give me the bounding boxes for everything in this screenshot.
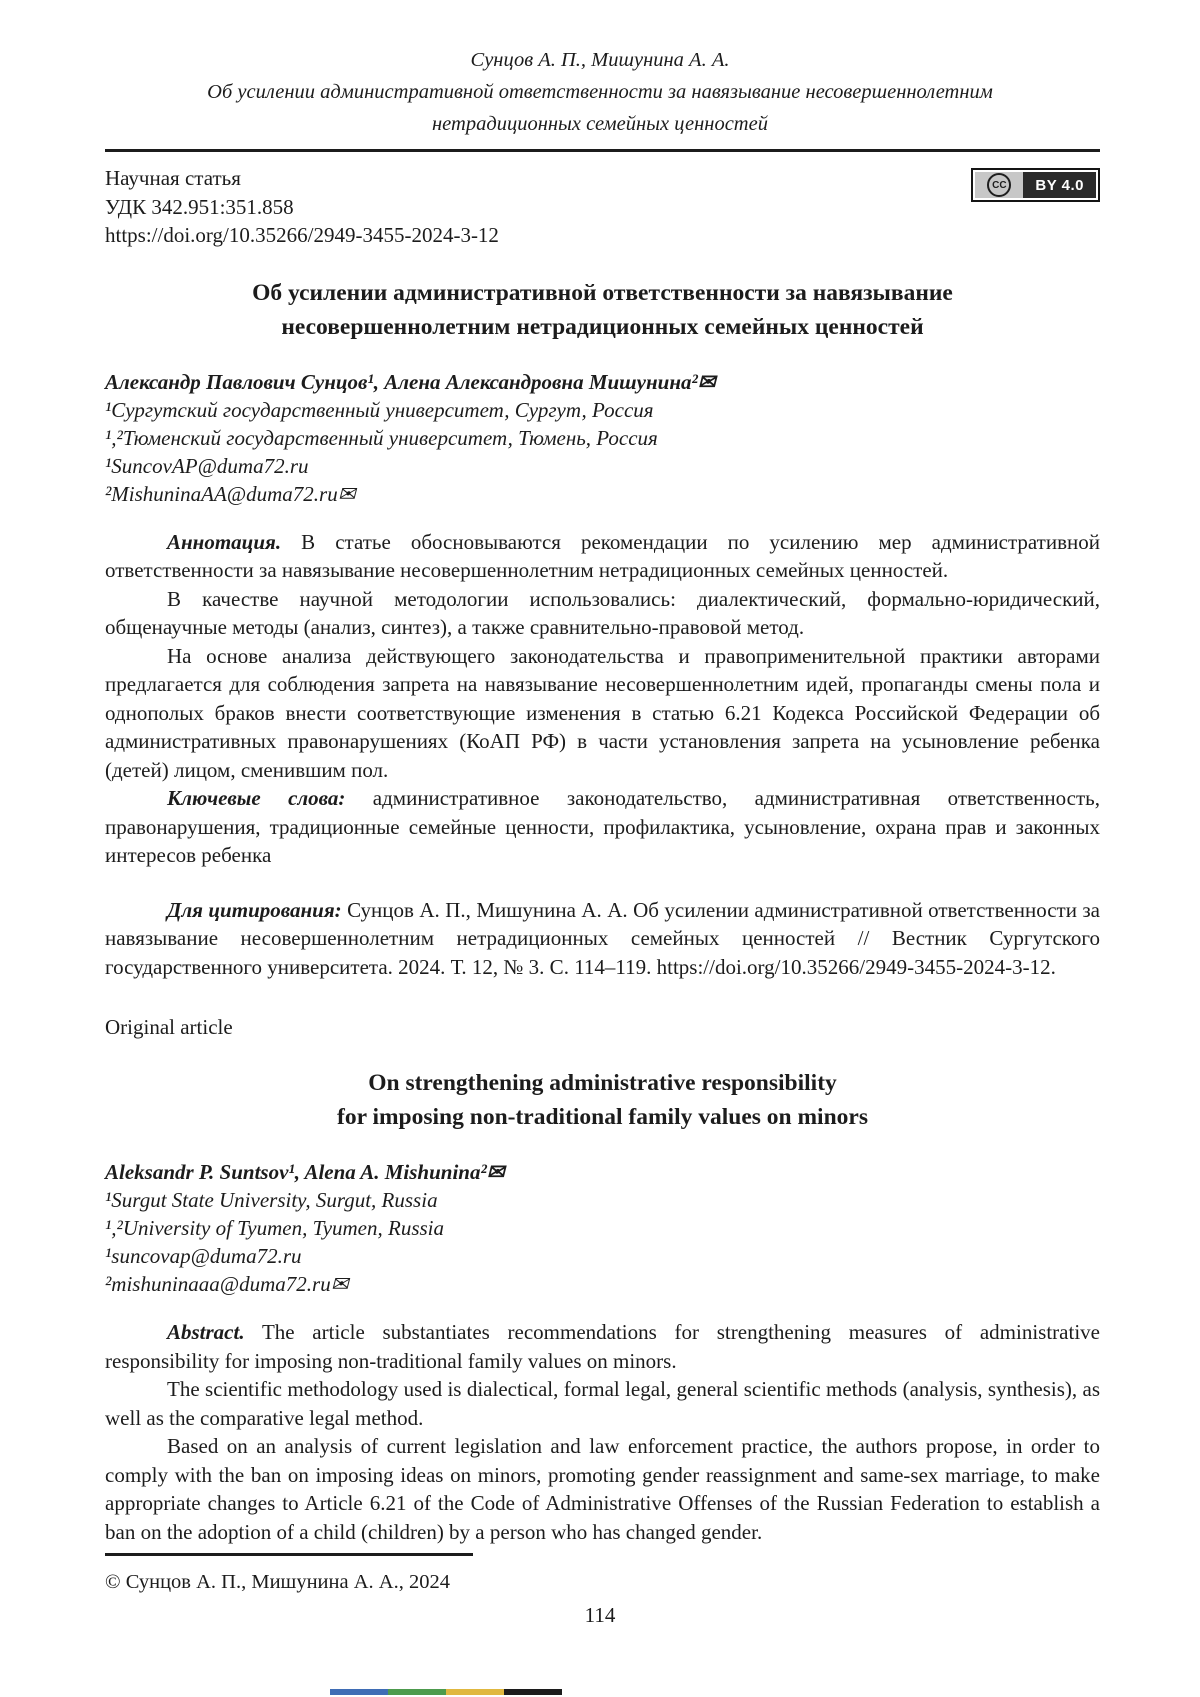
running-header-title-line-1: Об усилении административной ответственности за навязывание несовершеннолетним: [207, 81, 993, 103]
abstract-en-text-1: The article substantiates recommendations for strengthening measures of administrative responsibility for imposing non-traditional family values on minors.: [105, 1320, 1100, 1373]
author-email-ru-1[interactable]: ¹SuncovAP@duma72.ru: [105, 453, 309, 478]
abstract-en-paragraph-1: [105, 1318, 1100, 1375]
abstract-ru-text-1: В статье обосновываются рекомендации по усилению мер административной ответственности за навязывание несовершеннолетним нетрадиционных семейных ценностей.: [105, 529, 1100, 582]
doi-link[interactable]: https://doi.org/10.35266/2949-3455-2024-3-12: [105, 223, 499, 247]
bottom-color-strip: [330, 1689, 562, 1695]
article-type-ru: Научная статья: [105, 166, 241, 190]
affiliation-en-1: ¹Surgut State University, Surgut, Russia: [105, 1188, 438, 1212]
article-title-ru-line-1: Об усилении административной ответственности за навязывание: [252, 279, 953, 306]
affiliation-ru-2: ¹,²Тюменский государственный университет, Тюмень, Россия: [105, 425, 658, 450]
keywords-ru-paragraph: [105, 784, 1100, 870]
abstract-en-paragraph-3: Based on an analysis of current legislation and law enforcement practice, the authors propose, in order to comply with the ban on imposing ideas on minors, promoting gender reassignment and same-sex marriage, to make appropriate changes to Article 6.21 of the Code of Administrative Offenses of the Russian Federation to establish a ban on the adoption of a child (children) by a person who has changed gender.: [105, 1434, 1100, 1544]
cc-logo-icon: CC: [987, 173, 1011, 197]
affiliation-ru-1: ¹Сургутский государственный университет, Сургут, Россия: [105, 397, 654, 422]
article-title-ru-line-2: несовершеннолетним нетрадиционных семейных ценностей: [281, 313, 924, 340]
cc-logo-section: [975, 172, 1023, 198]
abstract-ru-paragraph-2: В качестве научной методологии использовались: диалектический, формально-юридический, общенаучные методы (анализ, синтез), а также сравнительно-правовой метод.: [105, 586, 1100, 639]
article-title-en: [105, 1066, 1100, 1134]
abstract-en-label: Abstract.: [167, 1320, 245, 1344]
abstract-ru-paragraph-1: [105, 528, 1100, 585]
udc-code: УДК 342.951:351.858: [105, 194, 294, 219]
authors-block-ru: [105, 368, 1100, 508]
citation-block: [105, 896, 1100, 982]
article-title-en-line-2: for imposing non-traditional family values on minors: [337, 1104, 868, 1130]
running-header-authors: Сунцов А. П., Мишунина А. А.: [470, 49, 730, 71]
abstract-en: [105, 1318, 1100, 1546]
authors-names-ru: Александр Павлович Сунцов¹, Алена Александровна Мишунина²✉: [105, 369, 716, 394]
footnote-divider: [105, 1553, 473, 1556]
cc-by-license-badge[interactable]: [971, 168, 1100, 202]
page-number: 114: [584, 1603, 616, 1627]
abstract-ru-paragraph-3: На основе анализа действующего законодательства и правоприменительной практики авторами предлагается для соблюдения запрета на навязывание несовершеннолетним идей, пропаганды смены пола и однополых браков внести соответствующие изменения в статью 6.21 Кодекса Российской Федерации об административных правонарушениях (КоАП РФ) в части установления запрета на усыновление ребенка (детей) лицом, сменившим пол.: [105, 643, 1100, 782]
running-header-title-line-2: нетрадиционных семейных ценностей: [432, 113, 768, 135]
affiliation-en-2: ¹,²University of Tyumen, Tyumen, Russia: [105, 1216, 445, 1240]
article-title-en-line-1: On strengthening administrative responsibility: [368, 1070, 837, 1096]
abstract-en-paragraph-2: The scientific methodology used is dialectical, formal legal, general scientific methods (analysis, synthesis), as well as the comparative legal method.: [105, 1377, 1100, 1430]
citation-paragraph: [105, 896, 1100, 982]
header-divider: [105, 149, 1100, 152]
abstract-ru-label: Аннотация.: [167, 529, 282, 554]
abstract-ru: [105, 528, 1100, 870]
authors-block-en: [105, 1158, 1100, 1298]
article-type-en: Original article: [105, 1015, 233, 1039]
author-email-en-1[interactable]: ¹suncovap@duma72.ru: [105, 1244, 302, 1268]
cc-license-label: BY 4.0: [1023, 172, 1096, 198]
citation-label: Для цитирования:: [167, 897, 342, 922]
citation-text: Сунцов А. П., Мишунина А. А. Об усилении административной ответственности за навязывание несовершеннолетним нетрадиционных семейных ценностей // Вестник Сургутского государственного университета. 2024. Т. 12, № 3. С. 114–119. https://doi.org/10.35266/2949-3455-2024-3-12.: [105, 897, 1101, 979]
copyright-notice: © Сунцов А. П., Мишунина А. А., 2024: [105, 1571, 450, 1593]
article-meta: [105, 164, 499, 250]
author-email-en-2[interactable]: ²mishuninaaa@duma72.ru✉: [105, 1272, 349, 1296]
author-email-ru-2[interactable]: ²MishuninaAA@duma72.ru✉: [105, 481, 356, 506]
keywords-ru-label: Ключевые слова:: [167, 786, 346, 810]
article-title-ru: [105, 276, 1100, 344]
running-header: [0, 0, 1200, 140]
meta-row: [105, 164, 1100, 250]
authors-names-en: Aleksandr P. Suntsov¹, Alena A. Mishunina²✉: [105, 1160, 505, 1184]
keywords-ru-text: административное законодательство, административная ответственность, правонарушения, традиционные семейные ценности, профилактика, усыновление, охрана прав и законных интересов ребенка: [105, 786, 1100, 867]
